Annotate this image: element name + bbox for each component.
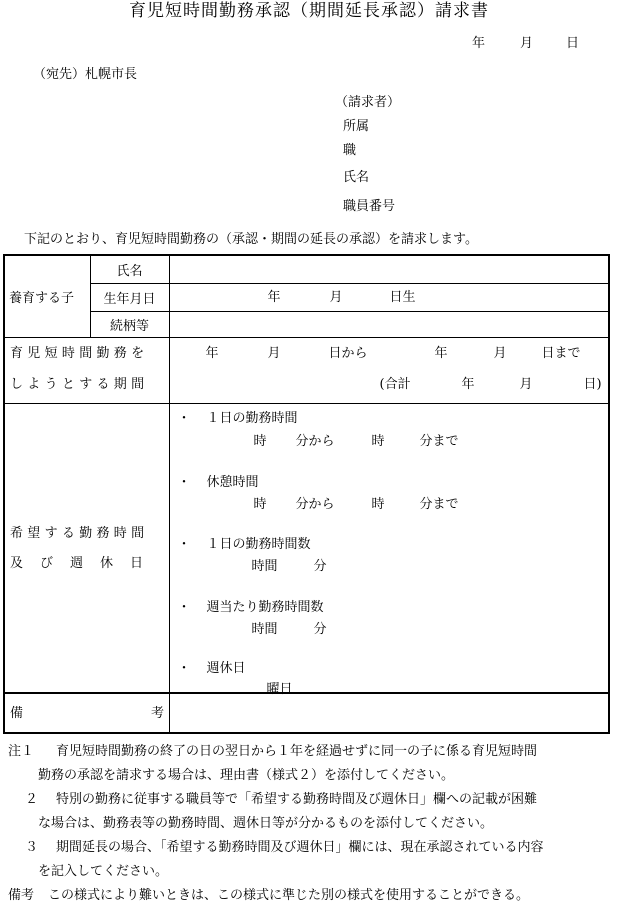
period-total-day: 日) [583,376,602,392]
bullet-5: ・ [177,660,191,676]
note-item [8,740,613,764]
note-cont: を記入してください。 [38,864,169,879]
intro-text: 下記のとおり、育児短時間勤務の（承認・期間の延長の承認）を請求します。 [24,232,478,247]
requester-heading: （請求者） [335,95,401,110]
break-end-hour: 時 [371,496,385,512]
period-to-month: 月 [493,345,507,361]
weekly-holiday-label: 週休日 [206,660,246,676]
weekly-hours-min: 分 [313,621,327,637]
desired-field[interactable] [169,403,609,697]
desired-row [4,403,609,693]
period-field[interactable] [169,337,609,403]
weekly-hours-hour: 時間 [251,621,278,637]
desired-label-1: 希望する勤務時間 [10,525,149,541]
birth-month: 月 [329,289,343,305]
addressee: （宛先）札幌市長 [33,67,138,82]
desired-label-cell [4,403,169,693]
break-start-min: 分から [295,496,335,512]
note-text: この様式により難いときは、この様式に準じた別の様式を使用することができる。 [48,888,530,903]
break-time-label: 休憩時間 [206,474,259,490]
period-row [4,337,609,403]
request-form-table [3,254,610,734]
desired-label-2: 及び週休日 [10,555,161,571]
period-label-cell [4,337,169,403]
child-relation-row [4,311,609,337]
work-hours-start-min: 分から [295,433,335,449]
note-label: ２ [25,792,39,807]
period-label-2: しようとする期間 [10,376,149,392]
break-start-hour: 時 [253,496,267,512]
requester-affiliation-label: 所属 [343,119,370,134]
bullet-3: ・ [177,536,191,552]
date-month: 月 [520,36,534,51]
note-item [8,836,613,860]
work-hours-end-hour: 時 [371,433,385,449]
period-from-month: 月 [267,345,281,361]
daily-hours-label: １日の勤務時間数 [206,536,311,552]
requester-staff-number-label: 職員番号 [343,199,396,214]
period-from-year: 年 [205,345,219,361]
child-relation-label: 続柄等 [90,311,169,337]
bullet-2: ・ [177,474,191,490]
weekly-hours-label: 週当たり勤務時間数 [206,599,324,615]
work-hours-start-hour: 時 [253,433,267,449]
date-year: 年 [472,36,486,51]
note-text: 特別の勤務に従事する職員等で「希望する勤務時間及び週休日」欄への記載が困難 [56,792,538,807]
note-cont: 勤務の承認を請求する場合は、理由書（様式２）を添付してください。 [38,768,455,783]
note-text: 育児短時間勤務の終了の日の翌日から１年を経過せずに同一の子に係る育児短時間 [56,744,538,759]
requester-name-label: 氏名 [343,170,370,185]
period-total-month: 月 [519,376,533,392]
weekly-holiday-day: 曜日 [266,681,293,697]
period-to-year: 年 [434,345,448,361]
note-label: 備考 [8,888,35,903]
child-relation-field[interactable] [169,311,609,337]
note-label: ３ [25,840,39,855]
remarks-label-cell [4,693,169,733]
period-total-open: (合計 [379,376,411,392]
requester-position-label: 職 [343,143,357,158]
remarks-row [4,693,609,733]
note-item [8,884,613,908]
period-from-day: 日から [328,345,368,361]
bullet-1: ・ [177,410,191,426]
child-name-label: 氏名 [90,255,169,283]
notes-section [8,740,613,908]
remarks-label-right: 考 [151,706,165,721]
work-hours-end-min: 分まで [419,433,459,449]
date-day: 日 [566,36,580,51]
child-birth-field[interactable] [169,283,609,311]
period-total-year: 年 [461,376,475,392]
note-label: 注１ [8,744,35,759]
child-name-row [4,255,609,283]
period-label-1: 育児短時間勤務を [10,345,149,361]
birth-day: 日生 [389,289,416,305]
birth-year: 年 [267,289,281,305]
child-group-label: 養育する子 [4,255,90,337]
child-birth-row [4,283,609,311]
note-text: 期間延長の場合、「希望する勤務時間及び週休日」欄には、現在承認されている内容 [56,840,544,855]
remarks-field[interactable] [169,693,609,733]
note-item [8,788,613,812]
page-title: 育児短時間勤務承認（期間延長承認）請求書 [129,1,489,21]
child-name-field[interactable] [169,255,609,283]
work-hours-label: １日の勤務時間 [206,410,298,426]
bullet-4: ・ [177,599,191,615]
daily-hours-hour: 時間 [251,558,278,574]
period-to-day: 日まで [541,345,581,361]
remarks-label-left: 備 [10,706,24,721]
daily-hours-min: 分 [313,558,327,574]
note-cont: な場合は、勤務表等の勤務時間、週休日等が分かるものを添付してください。 [38,816,494,831]
child-birth-label: 生年月日 [90,283,169,311]
break-end-min: 分まで [419,496,459,512]
